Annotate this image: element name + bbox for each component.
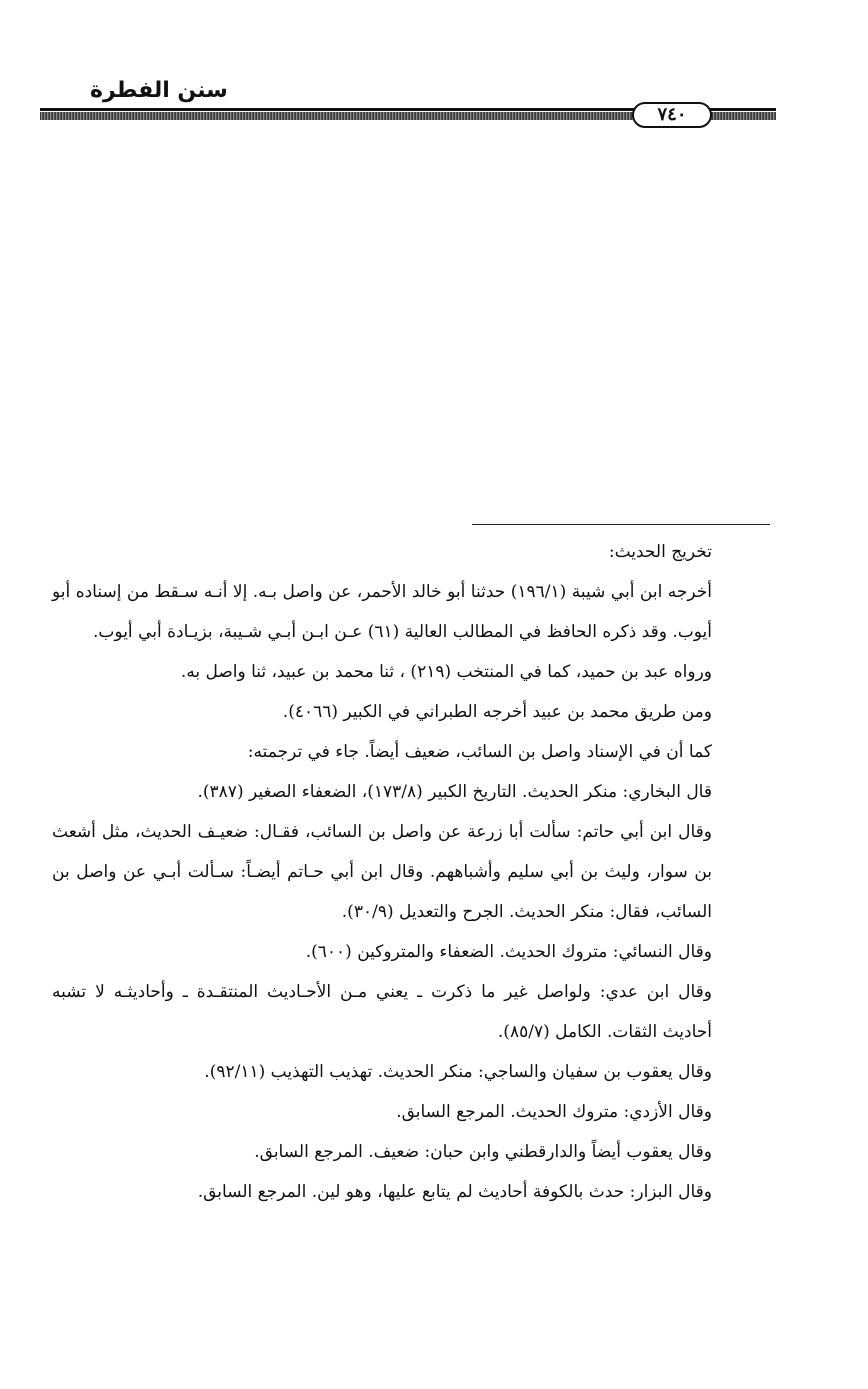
- footnote-paragraph: قال البخاري: منكر الحديث. التاريخ الكبير (١٧٣/٨)، الضعفاء الصغير (٣٨٧).: [197, 782, 712, 802]
- footnote-paragraph: وقال يعقوب أيضاً والدارقطني وابن حبان: ضعيف. المرجع السابق.: [254, 1142, 712, 1162]
- footnote-paragraph: وقال البزار: حدث بالكوفة أحاديث لم يتابع عليها، وهو لين. المرجع السابق.: [197, 1182, 712, 1202]
- footnote-paragraph: كما أن في الإسناد واصل بن السائب، ضعيف أيضاً. جاء في ترجمته:: [247, 742, 712, 762]
- footnote-paragraph: أخرجه ابن أبي شيبة (١٩٦/١) حدثنا أبو خالد الأحمر، عن واصل بـه. إلا أنـه سـقط من إسناده أبو أيوب. وقد ذكره الحافظ في المطالب العالية (٦١) عـن ابـن أبـي شـيبة، بزيـادة أبي أيوب.: [52, 582, 712, 642]
- footnotes-section: [52, 532, 768, 1212]
- footnote-paragraph: ورواه عبد بن حميد، كما في المنتخب (٢١٩) ، ثنا محمد بن عبيد، ثنا واصل به.: [180, 662, 712, 682]
- running-title: سنن الفطرة: [90, 78, 228, 103]
- footnote-paragraph: وقال ابن أبي حاتم: سألت أبا زرعة عن واصل بن السائب، فقـال: ضعيـف الحديث، مثل أشعث بن سوار، وليث بن أبي سليم وأشباههم. وقال ابن أبي حـاتم أيضـاً: سـألت أبـي عن واصل بن السائب، فقال: منكر الحديث. الجرح والتعديل (٣٠/٩).: [52, 822, 712, 922]
- footnote-paragraph: ومن طريق محمد بن عبيد أخرجه الطبراني في الكبير (٤٠٦٦).: [282, 702, 712, 722]
- footnote-paragraph: وقال يعقوب بن سفيان والساجي: منكر الحديث. تهذيب التهذيب (٩٢/١١).: [204, 1062, 712, 1082]
- footnote-paragraph: وقال الأزدي: متروك الحديث. المرجع السابق.: [396, 1102, 712, 1122]
- page-number: ٧٤٠: [632, 102, 712, 128]
- page-header: [40, 72, 776, 132]
- footnote-heading: تخريج الحديث:: [608, 542, 712, 562]
- footnote-paragraph: وقال ابن عدي: ولواصل غير ما ذكرت ـ يعني مـن الأحـاديث المنتقـدة ـ وأحاديثـه لا تشبه أحاديث الثقات. الكامل (٨٥/٧).: [52, 982, 712, 1042]
- footnote-paragraph: وقال النسائي: متروك الحديث. الضعفاء والمتروكين (٦٠٠).: [305, 942, 712, 962]
- footnote-separator: [472, 524, 770, 525]
